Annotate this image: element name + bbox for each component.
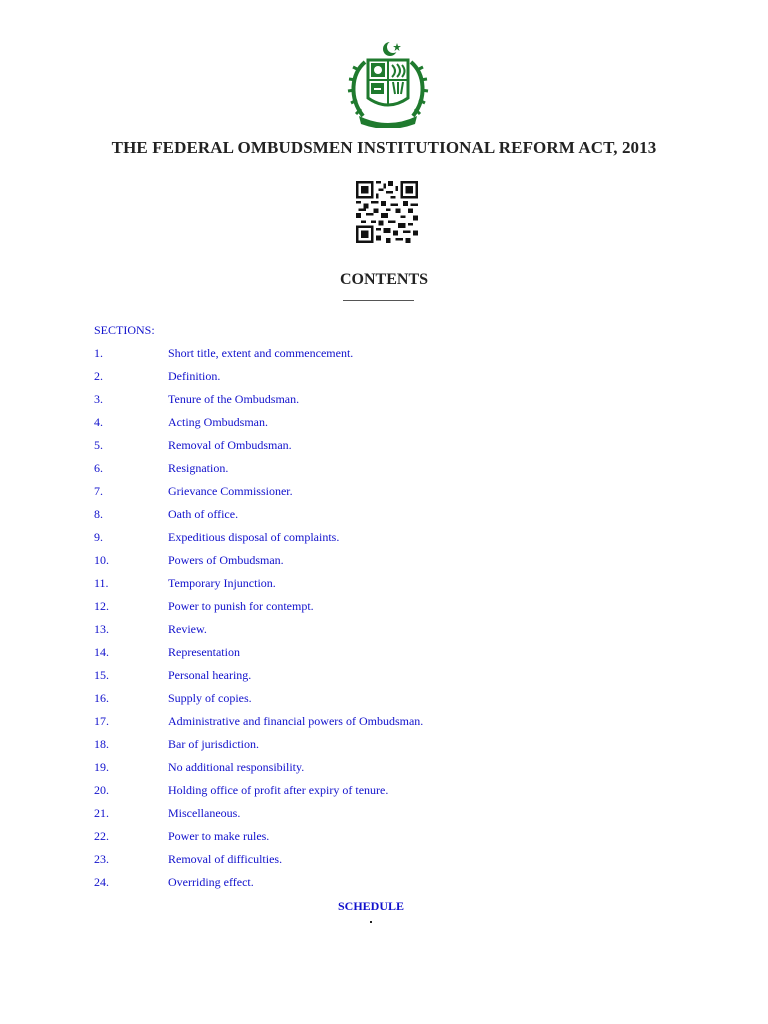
section-title-link[interactable]: Holding office of profit after expiry of tenure. [168,783,389,797]
section-title-link[interactable]: Removal of Ombudsman. [168,438,292,452]
toc-entry[interactable] [94,875,694,898]
toc-entry[interactable] [94,829,694,852]
toc-entry[interactable] [94,484,694,507]
section-number: 14. [94,645,109,659]
toc-entry[interactable] [94,553,694,576]
section-title-link[interactable]: Acting Ombudsman. [168,415,268,429]
section-title-link[interactable]: Expeditious disposal of complaints. [168,530,340,544]
toc-entry[interactable] [94,415,694,438]
section-number: 21. [94,806,109,820]
state-emblem-icon [345,40,431,128]
section-number: 9. [94,530,103,544]
toc-entry[interactable] [94,645,694,668]
toc-entry[interactable] [94,461,694,484]
toc-entry[interactable] [94,806,694,829]
section-number: 15. [94,668,109,682]
section-title-link[interactable]: Powers of Ombudsman. [168,553,284,567]
heading-divider [343,300,414,301]
section-title-link[interactable]: Bar of jurisdiction. [168,737,259,751]
section-title-link[interactable]: Resignation. [168,461,229,475]
toc-entry[interactable] [94,783,694,806]
toc-entry[interactable] [94,369,694,392]
contents-heading: CONTENTS [339,271,429,288]
qr-code-icon[interactable] [355,181,419,243]
section-number: 17. [94,714,109,728]
document-title: THE FEDERAL OMBUDSMEN INSTITUTIONAL REFORM ACT, 2013 [111,138,657,157]
toc-entry[interactable] [94,599,694,622]
section-title-link[interactable]: Overriding effect. [168,875,254,889]
section-title-link[interactable]: Supply of copies. [168,691,252,705]
section-title-link[interactable]: Representation [168,645,240,659]
section-title-link[interactable]: Temporary Injunction. [168,576,276,590]
toc-entry[interactable] [94,737,694,760]
sections-label: SECTIONS: [94,323,155,337]
toc-entry[interactable] [94,576,694,599]
schedule-link[interactable]: SCHEDULE [337,899,405,913]
toc-entry[interactable] [94,622,694,645]
toc-entry[interactable] [94,691,694,714]
toc-entry[interactable] [94,852,694,875]
section-title-link[interactable]: Review. [168,622,207,636]
section-title-link[interactable]: Definition. [168,369,221,383]
section-number: 20. [94,783,109,797]
section-number: 8. [94,507,103,521]
toc-entry[interactable] [94,760,694,783]
section-title-link[interactable]: Short title, extent and commencement. [168,346,354,360]
section-number: 5. [94,438,103,452]
section-number: 24. [94,875,109,889]
toc-entry[interactable] [94,392,694,415]
toc-entry[interactable] [94,507,694,530]
toc-entry[interactable] [94,438,694,461]
section-title-link[interactable]: Removal of difficulties. [168,852,283,866]
section-number: 7. [94,484,103,498]
section-number: 2. [94,369,103,383]
section-title-link[interactable]: Power to punish for contempt. [168,599,314,613]
section-number: 16. [94,691,109,705]
section-title-link[interactable]: Oath of office. [168,507,239,521]
section-number: 22. [94,829,109,843]
section-title-link[interactable]: Miscellaneous. [168,806,241,820]
section-number: 6. [94,461,103,475]
section-title-link[interactable]: Personal hearing. [168,668,252,682]
toc-entry[interactable] [94,346,694,369]
table-of-contents [94,346,694,898]
trailing-dot [370,921,372,923]
section-number: 23. [94,852,109,866]
section-number: 3. [94,392,103,406]
toc-entry[interactable] [94,714,694,737]
toc-entry[interactable] [94,668,694,691]
section-number: 19. [94,760,109,774]
section-number: 10. [94,553,109,567]
section-number: 11. [94,576,109,590]
section-title-link[interactable]: Tenure of the Ombudsman. [168,392,300,406]
section-number: 18. [94,737,109,751]
section-number: 13. [94,622,109,636]
section-title-link[interactable]: Power to make rules. [168,829,270,843]
section-title-link[interactable]: Administrative and financial powers of Ombudsman. [168,714,424,728]
section-number: 1. [94,346,103,360]
section-number: 12. [94,599,109,613]
section-title-link[interactable]: Grievance Commissioner. [168,484,293,498]
section-title-link[interactable]: No additional responsibility. [168,760,305,774]
toc-entry[interactable] [94,530,694,553]
section-number: 4. [94,415,103,429]
